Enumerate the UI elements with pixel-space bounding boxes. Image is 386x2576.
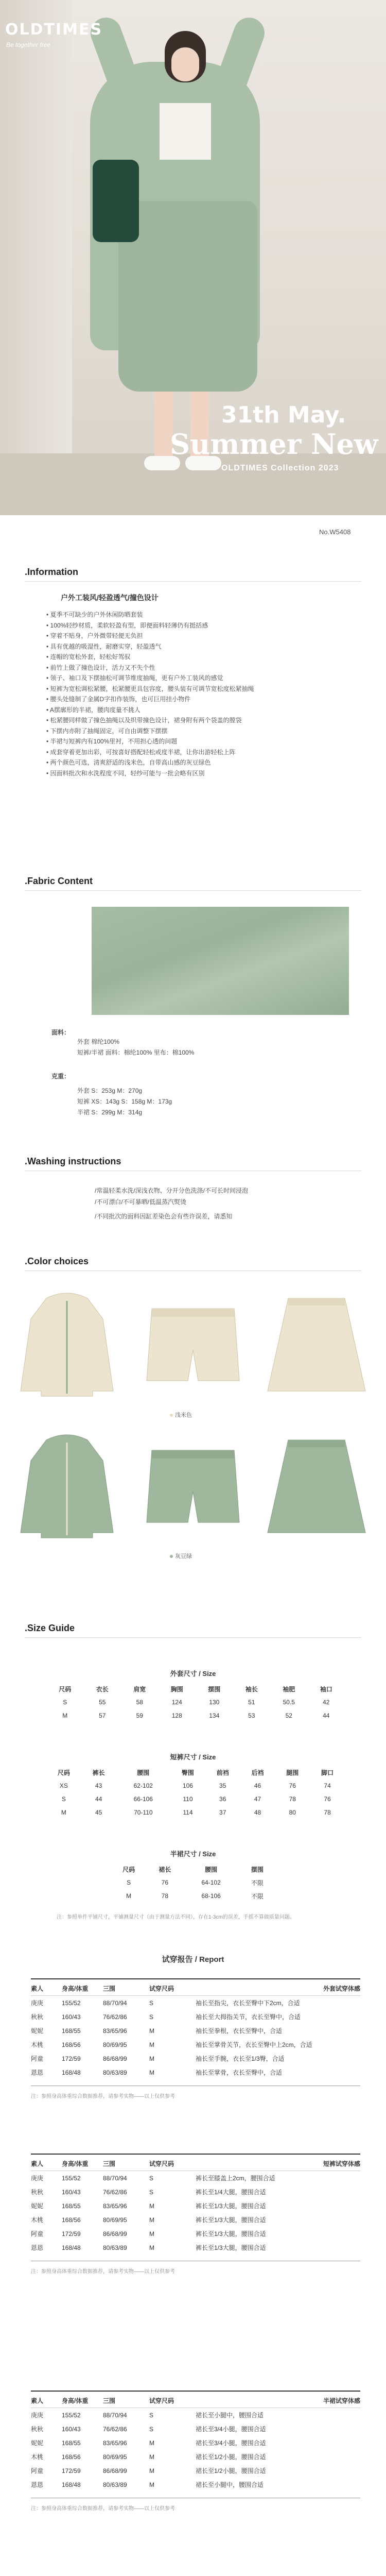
table-cell: 168/48 xyxy=(62,2244,81,2251)
fabric-line: 外套 棉纶100% xyxy=(77,1038,120,1045)
table-cell: 36 xyxy=(219,1795,226,1803)
skirt-size-title: 半裙尺寸 / Size xyxy=(170,1850,216,1858)
table-cell: 不限 xyxy=(251,1879,264,1887)
table-cell: 83/65/96 xyxy=(103,2202,127,2210)
fabric-line: 短裤/半裙 面料：棉纶100% 里布：棉100% xyxy=(77,1049,195,1056)
table-cell: 44 xyxy=(95,1795,102,1803)
table-header-cell: 摆围 xyxy=(208,1685,221,1693)
table-row xyxy=(111,1889,275,1903)
table-cell: S xyxy=(61,1795,66,1803)
list-item: • 前竹上做了撞色设计，活力又不失个性 xyxy=(46,664,155,671)
table-cell: 168/48 xyxy=(62,2069,81,2076)
shorts-size-table xyxy=(46,1766,345,1819)
list-item: • 夏季不可缺少的户外休闲防晒套装 xyxy=(46,611,143,618)
table-cell: 168/55 xyxy=(62,2027,81,2035)
table-cell: 秋秋 xyxy=(31,2013,44,2021)
table-cell: 裙长至小腿中，腰围合适 xyxy=(196,2481,264,2488)
weight-line: 半裙 S：299g M：314g xyxy=(77,1109,143,1116)
report-table-shorts xyxy=(31,2157,360,2255)
skirt-beige-image xyxy=(262,1288,371,1401)
table-cell: 76/62/86 xyxy=(103,2013,127,2021)
table-header-cell: 试穿尺码 xyxy=(149,2157,196,2171)
list-item: • 领子、袖口及下摆抽松可调节维度抽绳，更有户外工装风的感觉 xyxy=(46,674,223,682)
table-cell: 阿童 xyxy=(31,2467,44,2475)
report-note: 注：参照身高体重综合数据推荐，请参考实物——以上仅供参考 xyxy=(31,2269,175,2275)
table-cell: 160/43 xyxy=(62,2188,81,2196)
table-header-cell: 腰围 xyxy=(137,1769,150,1776)
color-label-green: 灰豆绿 xyxy=(170,1552,192,1560)
table-cell: S xyxy=(63,1699,67,1706)
table-cell: 68-106 xyxy=(201,1892,221,1900)
table-cell: 86/68/99 xyxy=(103,2230,127,2238)
table-cell: M xyxy=(149,2216,154,2224)
table-row xyxy=(31,2185,360,2199)
table-header-cell: 袖长 xyxy=(245,1685,258,1693)
table-cell: 43 xyxy=(95,1782,102,1789)
table-header-cell: 身高/体重 xyxy=(62,2157,103,2171)
table-cell: 172/59 xyxy=(62,2467,81,2475)
model-bag xyxy=(93,160,139,242)
table-cell: 木桃 xyxy=(31,2453,44,2461)
report-table-jacket xyxy=(31,1981,360,2079)
table-cell: 76 xyxy=(161,1879,168,1886)
table-cell: 78 xyxy=(324,1809,331,1816)
table-header-cell: 腰围 xyxy=(205,1866,218,1873)
table-header-cell: 素人 xyxy=(31,2157,62,2171)
table-cell: 秋秋 xyxy=(31,2426,44,2433)
table-cell: 70-110 xyxy=(134,1809,153,1816)
table-cell: 木桃 xyxy=(31,2216,44,2224)
list-item: • 松紧腰同样做了撞色抽绳以及织带撞色设计，裙身附有两个袋盖的膛袋 xyxy=(46,717,242,724)
list-item: • 半裙与短裤内有100%里衬，不用担心透的问题 xyxy=(46,738,178,745)
table-cell: 裤长至1/4大腿，腰围合适 xyxy=(196,2189,266,2196)
table-row xyxy=(31,2241,360,2255)
table-cell: 64-102 xyxy=(201,1879,221,1886)
model-top xyxy=(160,103,211,160)
table-cell: 35 xyxy=(219,1782,226,1789)
hero-season: Summer New xyxy=(170,428,378,461)
table-cell: 130 xyxy=(209,1699,220,1706)
table-cell: 128 xyxy=(171,1712,182,1719)
table-row xyxy=(31,2227,360,2241)
table-cell: M xyxy=(149,2027,154,2035)
table-cell: S xyxy=(149,2188,154,2196)
report-divider xyxy=(31,1978,360,1979)
list-item: • A摆廓形的半裙，腰肉度量不挑人 xyxy=(46,706,141,714)
table-cell: 木桃 xyxy=(31,2041,44,2048)
section-title-colors: .Color choices xyxy=(25,1256,89,1266)
table-cell: 裙长至小腿中，腰围合适 xyxy=(196,2412,264,2419)
table-cell: 袖长至掌骨关节，衣长至臀中上2cm，合适 xyxy=(196,2041,312,2048)
table-cell: 37 xyxy=(219,1809,226,1816)
section-divider xyxy=(25,1637,361,1638)
table-cell: M xyxy=(149,2453,154,2461)
table-cell: 57 xyxy=(99,1712,106,1719)
table-cell: M xyxy=(61,1809,66,1816)
table-cell: 秋秋 xyxy=(31,2189,44,2196)
table-header-cell: 衣长 xyxy=(96,1685,109,1693)
table-row xyxy=(31,1996,360,2010)
table-cell: 80/63/89 xyxy=(103,2481,127,2488)
table-cell: 45 xyxy=(95,1809,102,1816)
table-row xyxy=(46,1806,345,1819)
table-cell: 78 xyxy=(161,1892,168,1900)
shorts-green-image xyxy=(142,1440,244,1533)
list-item: • 连帽的宽松外套，轻松好驾驭 xyxy=(46,653,131,660)
table-cell: 42 xyxy=(323,1699,330,1706)
table-cell: 110 xyxy=(183,1795,193,1803)
table-cell: S xyxy=(149,2425,154,2433)
size-note: 注：参照单件平铺尺寸，平铺测量尺寸（由于测量方法不同），存在1-3cm的误差，手摇不算做质量问题。 xyxy=(57,1914,295,1920)
table-cell: S xyxy=(127,1879,131,1886)
table-header-cell: 尺码 xyxy=(59,1685,72,1693)
table-header-cell: 前裆 xyxy=(216,1769,229,1776)
table-cell: M xyxy=(126,1892,132,1900)
list-item: • 腰头处缝制了金属D字扣作装饰，也可巨用挂小物件 xyxy=(46,696,191,703)
table-header-cell: 外套试穿体感 xyxy=(196,1981,360,1996)
table-header-cell: 身高/体重 xyxy=(62,1981,103,1996)
hero-photo xyxy=(0,0,386,515)
table-cell: M xyxy=(149,2439,154,2447)
table-cell: 83/65/96 xyxy=(103,2439,127,2447)
table-header-cell: 短裤试穿体感 xyxy=(196,2157,360,2171)
section-title-washing: .Washing instructions xyxy=(25,1156,121,1166)
report-table-skirt xyxy=(31,2394,360,2492)
table-row xyxy=(31,2038,360,2052)
model-skirt xyxy=(118,201,257,392)
brand-logo: OLDTIMES xyxy=(5,21,103,39)
table-cell: 阿童 xyxy=(31,2055,44,2062)
table-cell: 86/68/99 xyxy=(103,2055,127,2062)
table-cell: 76/62/86 xyxy=(103,2425,127,2433)
list-item: • 成套穿着更加出彩，可按喜好搭配轻松或度半裙，让你出游轻松上阵 xyxy=(46,748,236,756)
table-header-cell: 裤长 xyxy=(92,1769,105,1776)
hero-wall xyxy=(0,0,72,515)
table-cell: 袖长至拳根，衣长至臀中，合适 xyxy=(196,2027,283,2035)
table-row xyxy=(31,2436,360,2450)
table-cell: 168/55 xyxy=(62,2439,81,2447)
wash-line: /不可漂白/不可暴晒/低温蒸汽熨烫 xyxy=(95,1198,187,1206)
table-header-cell: 脚口 xyxy=(321,1769,334,1776)
table-cell: 裙长至3/4小腿，腰围合适 xyxy=(196,2426,266,2433)
table-cell: 114 xyxy=(183,1809,193,1816)
table-cell: 恩恩 xyxy=(31,2481,44,2488)
table-cell: 59 xyxy=(136,1712,143,1719)
table-header-cell: 摆围 xyxy=(251,1866,264,1873)
table-row xyxy=(31,2422,360,2436)
table-cell: 80/63/89 xyxy=(103,2069,127,2076)
table-cell: 80/69/95 xyxy=(103,2216,127,2224)
table-header-cell: 素人 xyxy=(31,1981,62,1996)
table-row xyxy=(31,2199,360,2213)
table-cell: M xyxy=(149,2041,154,2048)
table-row xyxy=(46,1709,345,1722)
table-cell: 裤长至1/3大腿，腰围合适 xyxy=(196,2230,266,2238)
table-row xyxy=(31,2052,360,2065)
table-cell: 168/55 xyxy=(62,2202,81,2210)
table-cell: 78 xyxy=(289,1795,296,1803)
table-cell: 86/68/99 xyxy=(103,2467,127,2475)
table-header-cell: 后裆 xyxy=(251,1769,264,1776)
report-divider xyxy=(31,2154,360,2155)
table-row xyxy=(111,1876,275,1889)
color-label-beige: 浅米色 xyxy=(170,1411,192,1419)
table-cell: 172/59 xyxy=(62,2055,81,2062)
table-cell: 不限 xyxy=(251,1892,264,1900)
table-cell: 74 xyxy=(324,1782,331,1789)
fabric-swatch-image xyxy=(92,907,349,1015)
table-cell: 106 xyxy=(182,1782,193,1789)
table-cell: 62-102 xyxy=(133,1782,153,1789)
table-cell: M xyxy=(149,2230,154,2238)
table-cell: 155/52 xyxy=(62,2411,81,2419)
table-cell: M xyxy=(62,1712,68,1719)
table-cell: 裤长至1/3大腿，腰围合适 xyxy=(196,2244,266,2251)
item-number: No.W5408 xyxy=(319,528,351,536)
list-item: • 短裤为宽松调松紧腰，松紧腰更具包容度，腰头装有可调节宽松度松紧抽绳 xyxy=(46,685,254,692)
table-row xyxy=(31,2478,360,2492)
report-note: 注：参照身高体重综合数据推荐，请参考实物——以上仅供参考 xyxy=(31,2506,175,2512)
table-row xyxy=(46,1779,345,1792)
table-cell: M xyxy=(149,2055,154,2062)
table-cell: 168/48 xyxy=(62,2481,81,2488)
table-header-cell: 三围 xyxy=(103,2394,149,2408)
table-header-cell: 胸围 xyxy=(170,1685,183,1693)
weight-line: 外套 S：253g M：270g xyxy=(77,1087,143,1094)
table-cell: 裙长至1/2小腿，腰围合适 xyxy=(196,2467,266,2475)
section-title-fabric: .Fabric Content xyxy=(25,876,93,886)
table-cell: XS xyxy=(59,1782,68,1789)
table-cell: 83/65/96 xyxy=(103,2027,127,2035)
report-title: 试穿报告 / Report xyxy=(162,1955,224,1964)
table-row xyxy=(31,2450,360,2464)
info-list xyxy=(46,609,355,778)
table-cell: 48 xyxy=(254,1809,261,1816)
table-header-cell: 素人 xyxy=(31,2394,62,2408)
table-cell: 168/56 xyxy=(62,2041,81,2048)
table-row xyxy=(46,1696,345,1709)
table-cell: 52 xyxy=(285,1712,292,1719)
table-header-cell: 试穿尺码 xyxy=(149,1981,196,1996)
list-item: • 因面料批次和水洗程度不同，轻纱可能与一批会略有区别 xyxy=(46,769,205,777)
table-header-cell: 尺码 xyxy=(57,1769,70,1776)
wash-line: /常温轻柔水洗/深浅衣物、分开分色洗涤/不可长时间浸泡 xyxy=(95,1187,249,1194)
table-header-cell: 袖肥 xyxy=(283,1685,295,1693)
table-cell: 88/70/94 xyxy=(103,2174,127,2182)
table-header-cell: 身高/体重 xyxy=(62,2394,103,2408)
table-header-cell: 半裙试穿体感 xyxy=(196,2394,360,2408)
table-cell: 妮妮 xyxy=(31,2439,44,2447)
list-item: • 具有优越的吸湿性，耐磨实穿，轻盈透气 xyxy=(46,642,162,650)
table-cell: M xyxy=(149,2069,154,2076)
table-cell: 80/63/89 xyxy=(103,2244,127,2251)
table-row xyxy=(31,2171,360,2185)
table-cell: M xyxy=(149,2481,154,2488)
table-cell: 160/43 xyxy=(62,2013,81,2021)
table-row xyxy=(31,2010,360,2024)
table-cell: 80/69/95 xyxy=(103,2041,127,2048)
table-cell: 妮妮 xyxy=(31,2202,44,2210)
jacket-size-title: 外套尺寸 / Size xyxy=(170,1670,216,1677)
table-cell: 160/43 xyxy=(62,2425,81,2433)
table-cell: 168/56 xyxy=(62,2453,81,2461)
table-header-cell: 腿围 xyxy=(286,1769,299,1776)
table-cell: 裤长至膝盖上2cm，腰围合适 xyxy=(196,2175,275,2182)
table-row xyxy=(31,2408,360,2422)
table-cell: 妮妮 xyxy=(31,2027,44,2035)
table-cell: 袖长至指尖，衣长至臀中下2cm，合适 xyxy=(196,1999,300,2007)
weight-line: 短裤 XS：143g S：158g M：173g xyxy=(77,1098,172,1105)
table-cell: 46 xyxy=(254,1782,261,1789)
shorts-beige-image xyxy=(142,1298,244,1391)
table-cell: 76/62/86 xyxy=(103,2188,127,2196)
table-cell: 88/70/94 xyxy=(103,1999,127,2007)
table-header-cell: 三围 xyxy=(103,1981,149,1996)
weight-label: 克重： xyxy=(51,1073,71,1080)
table-cell: 88/70/94 xyxy=(103,2411,127,2419)
section-title-size: .Size Guide xyxy=(25,1623,75,1633)
table-header-cell: 臀围 xyxy=(181,1769,194,1776)
table-cell: 袖长至手腕，衣长至1/3臀，合适 xyxy=(196,2055,285,2062)
table-cell: 袖长至掌骨，衣长至臀中，合适 xyxy=(196,2069,283,2076)
table-cell: 134 xyxy=(209,1712,220,1719)
table-cell: 66-106 xyxy=(133,1795,153,1803)
section-divider xyxy=(25,1270,361,1271)
color-dot-green xyxy=(170,1555,173,1558)
table-cell: 124 xyxy=(171,1699,182,1706)
list-item: • 下摆内亦附了抽绳固定，可自由调整下摆摆 xyxy=(46,727,168,735)
jacket-size-table xyxy=(46,1682,345,1722)
table-cell: 51 xyxy=(248,1699,255,1706)
table-header-cell: 试穿尺码 xyxy=(149,2394,196,2408)
table-cell: 庚庚 xyxy=(31,2175,44,2182)
table-cell: 80/69/95 xyxy=(103,2453,127,2461)
table-cell: S xyxy=(149,1999,154,2007)
table-cell: 53 xyxy=(248,1712,255,1719)
table-cell: 裙长至3/4小腿，腰围合适 xyxy=(196,2439,266,2447)
table-cell: 80 xyxy=(289,1809,296,1816)
list-item: • 100%轻纱材质，柔软轻盈有型，即便面料轻薄仍有挺括感 xyxy=(46,621,208,629)
table-row xyxy=(31,2065,360,2079)
table-cell: 44 xyxy=(323,1712,330,1719)
table-cell: M xyxy=(149,2467,154,2475)
table-cell: M xyxy=(149,2244,154,2251)
table-cell: 庚庚 xyxy=(31,2412,44,2419)
section-divider xyxy=(25,581,361,582)
report-note: 注：参照身高体重综合数据推荐，请参考实物——以上仅供参考 xyxy=(31,2094,175,2099)
table-cell: 裙长至1/2小腿，腰围合适 xyxy=(196,2453,266,2461)
table-header-cell: 三围 xyxy=(103,2157,149,2171)
table-cell: 47 xyxy=(254,1795,261,1803)
table-header-cell: 袖口 xyxy=(320,1685,332,1693)
wash-line: /不同批次的面料因缸差染色会有些许误差，请悉知 xyxy=(95,1213,233,1220)
table-cell: 裤长至1/3大腿，腰围合适 xyxy=(196,2202,266,2210)
list-item: • 两个颜色可选，清爽舒适的浅米色，自带高山感的灰豆绿色 xyxy=(46,759,211,766)
table-cell: 172/59 xyxy=(62,2230,81,2238)
table-row xyxy=(31,2213,360,2227)
table-header-cell: 肩宽 xyxy=(133,1685,146,1693)
table-cell: 恩恩 xyxy=(31,2244,44,2251)
table-cell: 恩恩 xyxy=(31,2069,44,2076)
info-heading: 户外工装风/轻盈透气/撞色设计 xyxy=(61,594,159,602)
skirt-size-table xyxy=(111,1862,275,1903)
section-divider xyxy=(25,890,361,891)
table-row xyxy=(31,2024,360,2038)
shorts-size-title: 短裤尺寸 / Size xyxy=(170,1753,216,1761)
table-cell: 58 xyxy=(136,1699,143,1706)
table-cell: 阿童 xyxy=(31,2230,44,2238)
jacket-green-image xyxy=(15,1430,118,1543)
fabric-label: 面料： xyxy=(51,1029,71,1036)
table-cell: S xyxy=(149,2013,154,2021)
table-cell: 庚庚 xyxy=(31,1999,44,2007)
table-cell: 168/56 xyxy=(62,2216,81,2224)
table-cell: S xyxy=(149,2174,154,2182)
table-cell: 50.5 xyxy=(283,1699,295,1706)
table-cell: M xyxy=(149,2202,154,2210)
hero-collection: OLDTIMES Collection 2023 xyxy=(221,464,339,472)
table-cell: 76 xyxy=(289,1782,296,1789)
list-item: • 穿着不贴身，户外微带轻便无负担 xyxy=(46,632,143,639)
table-row xyxy=(46,1792,345,1806)
color-dot-beige xyxy=(170,1414,173,1417)
jacket-beige-image xyxy=(15,1288,118,1401)
table-cell: 155/52 xyxy=(62,1999,81,2007)
table-cell: 55 xyxy=(99,1699,106,1706)
table-header-cell: 裙长 xyxy=(159,1866,171,1873)
table-cell: S xyxy=(149,2411,154,2419)
table-header-cell: 尺码 xyxy=(122,1866,135,1873)
section-title-information: .Information xyxy=(25,567,78,577)
hero-date: 31th May. xyxy=(221,402,346,428)
table-cell: 76 xyxy=(324,1795,331,1803)
brand-tagline: Be together free xyxy=(6,41,51,48)
table-cell: 袖长至大拇指关节，衣长至臀中，合适 xyxy=(196,2013,301,2021)
report-divider xyxy=(31,2391,360,2392)
table-cell: 155/52 xyxy=(62,2174,81,2182)
table-cell: 裤长至1/3大腿，腰围合适 xyxy=(196,2216,266,2224)
table-row xyxy=(31,2464,360,2478)
skirt-green-image xyxy=(262,1430,371,1543)
model-face xyxy=(171,47,199,81)
